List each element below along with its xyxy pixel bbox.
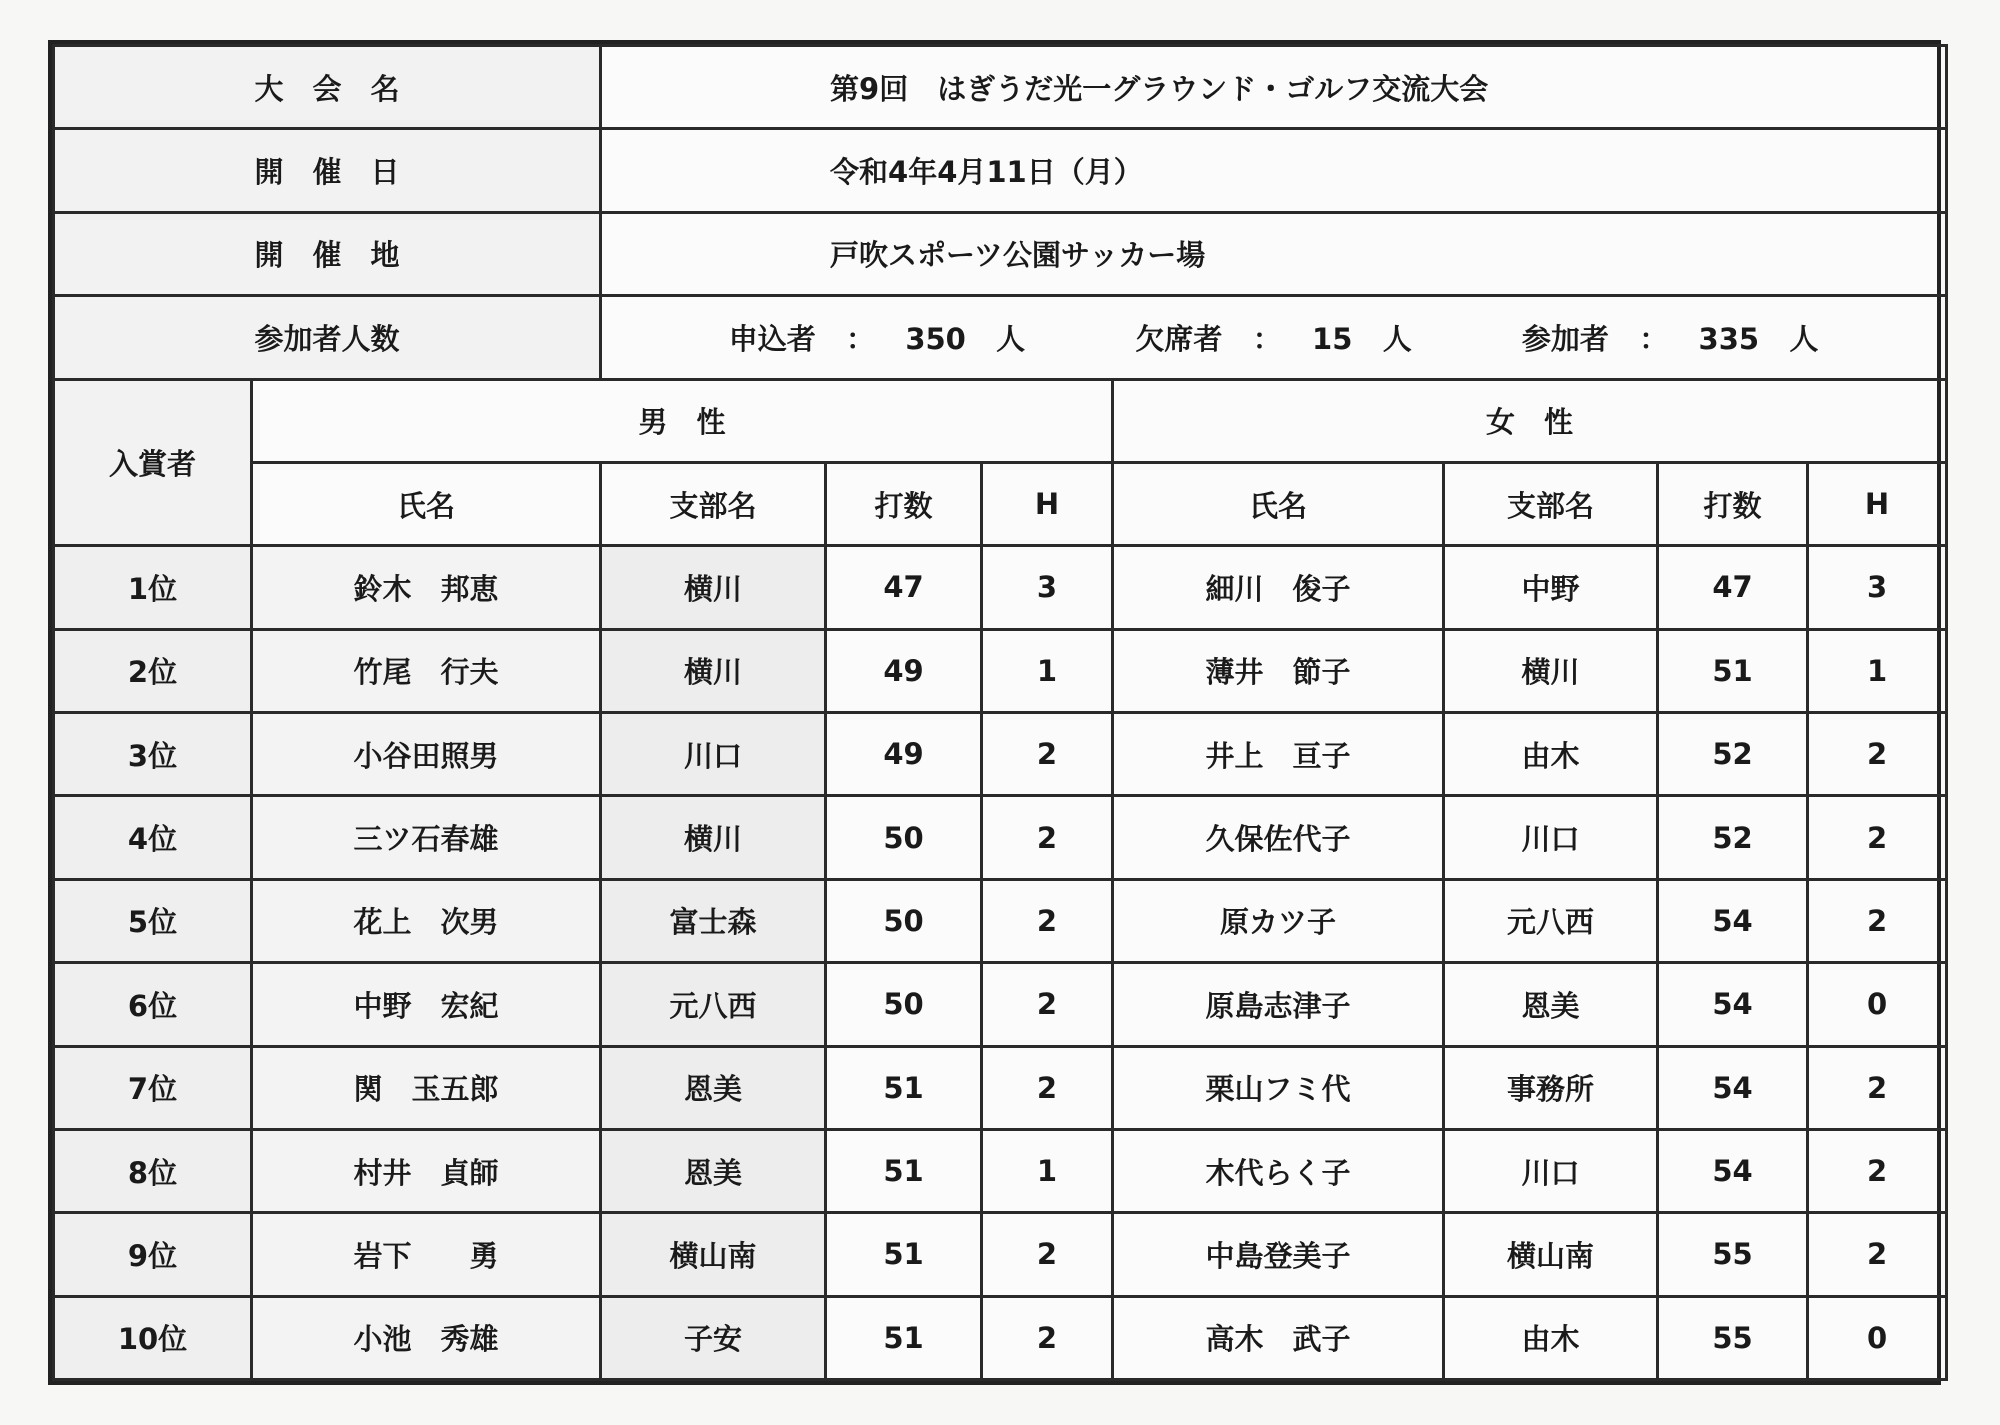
male-branch-cell: 子安 (601, 1296, 826, 1379)
male-strokes-cell: 50 (826, 879, 982, 962)
rank-cell: 10位 (54, 1296, 252, 1379)
male-h-cell: 1 (982, 629, 1113, 712)
male-branch-cell: 川口 (601, 713, 826, 796)
female-strokes-cell: 51 (1658, 629, 1808, 712)
female-branch-cell: 事務所 (1444, 1046, 1658, 1129)
male-name-cell: 三ツ石春雄 (252, 796, 601, 879)
female-branch-cell: 恩美 (1444, 963, 1658, 1046)
participant-count-value (601, 296, 1947, 379)
date-label: 開 催 日 (54, 129, 601, 212)
female-branch-cell: 川口 (1444, 1129, 1658, 1212)
female-strokes-cell: 52 (1658, 796, 1808, 879)
results-sheet (48, 40, 1941, 1385)
male-branch-cell: 富士森 (601, 879, 826, 962)
absent-unit: 人 (1382, 321, 1412, 356)
male-h-header: H (982, 462, 1113, 545)
female-strokes-cell: 54 (1658, 1046, 1808, 1129)
date-row (54, 129, 1947, 212)
male-strokes-cell: 47 (826, 546, 982, 629)
absent-colon: ： (1252, 321, 1282, 356)
female-h-cell: 2 (1808, 796, 1947, 879)
male-strokes-cell: 51 (826, 1129, 982, 1212)
female-name-cell: 栗山フミ代 (1113, 1046, 1444, 1129)
male-name-cell: 鈴木 邦恵 (252, 546, 601, 629)
rank-cell: 8位 (54, 1129, 252, 1212)
event-name-row (54, 46, 1947, 129)
female-strokes-cell: 55 (1658, 1213, 1808, 1296)
table-row (54, 1296, 1947, 1379)
female-h-header: H (1808, 462, 1947, 545)
male-h-cell: 2 (982, 879, 1113, 962)
female-branch-cell: 横川 (1444, 629, 1658, 712)
winners-header: 入賞者 (54, 379, 252, 546)
male-name-cell: 花上 次男 (252, 879, 601, 962)
female-h-cell: 2 (1808, 1213, 1947, 1296)
male-strokes-cell: 51 (826, 1213, 982, 1296)
male-strokes-cell: 51 (826, 1296, 982, 1379)
male-branch-header: 支部名 (601, 462, 826, 545)
female-name-cell: 原島志津子 (1113, 963, 1444, 1046)
male-branch-cell: 元八西 (601, 963, 826, 1046)
female-branch-cell: 由木 (1444, 713, 1658, 796)
female-h-cell: 2 (1808, 1046, 1947, 1129)
rank-cell: 4位 (54, 796, 252, 879)
female-strokes-cell: 54 (1658, 1129, 1808, 1212)
participants-count: 335 (1698, 321, 1760, 356)
venue-value: 戸吹スポーツ公園サッカー場 (601, 212, 1947, 295)
male-h-cell: 2 (982, 963, 1113, 1046)
female-name-cell: 井上 亘子 (1113, 713, 1444, 796)
participants-colon: ： (1639, 321, 1669, 356)
table-row (54, 796, 1947, 879)
female-name-cell: 細川 俊子 (1113, 546, 1444, 629)
venue-row (54, 212, 1947, 295)
absent-count: 15 (1312, 321, 1353, 356)
female-name-header: 氏名 (1113, 462, 1444, 545)
male-name-cell: 小谷田照男 (252, 713, 601, 796)
male-branch-cell: 恩美 (601, 1129, 826, 1212)
female-branch-cell: 横山南 (1444, 1213, 1658, 1296)
table-row (54, 1213, 1947, 1296)
female-h-cell: 3 (1808, 546, 1947, 629)
female-strokes-cell: 54 (1658, 963, 1808, 1046)
column-header-row (54, 462, 1947, 545)
female-name-cell: 原カツ子 (1113, 879, 1444, 962)
table-row (54, 1129, 1947, 1212)
venue-label: 開 催 地 (54, 212, 601, 295)
male-h-cell: 2 (982, 1046, 1113, 1129)
male-strokes-cell: 50 (826, 963, 982, 1046)
male-branch-cell: 横川 (601, 629, 826, 712)
applicants-unit: 人 (996, 321, 1026, 356)
female-h-cell: 0 (1808, 1296, 1947, 1379)
female-h-cell: 2 (1808, 713, 1947, 796)
table-row (54, 879, 1947, 962)
rank-cell: 5位 (54, 879, 252, 962)
participant-count-row (54, 296, 1947, 379)
applicants-label: 申込者 (728, 321, 816, 356)
table-row (54, 963, 1947, 1046)
male-h-cell: 1 (982, 1129, 1113, 1212)
male-name-header: 氏名 (252, 462, 601, 545)
male-strokes-cell: 49 (826, 629, 982, 712)
male-strokes-cell: 49 (826, 713, 982, 796)
rank-cell: 1位 (54, 546, 252, 629)
female-strokes-cell: 54 (1658, 879, 1808, 962)
male-branch-cell: 横川 (601, 796, 826, 879)
event-name-label: 大 会 名 (54, 46, 601, 129)
table-row (54, 629, 1947, 712)
participants-unit: 人 (1789, 321, 1819, 356)
male-name-cell: 中野 宏紀 (252, 963, 601, 1046)
female-header: 女 性 (1113, 379, 1947, 462)
rank-cell: 9位 (54, 1213, 252, 1296)
event-name-value: 第9回 はぎうだ光一グラウンド・ゴルフ交流大会 (601, 46, 1947, 129)
female-h-cell: 2 (1808, 1129, 1947, 1212)
table-row (54, 1046, 1947, 1129)
gender-header-row (54, 379, 1947, 462)
female-name-cell: 木代らく子 (1113, 1129, 1444, 1212)
male-name-cell: 竹尾 行夫 (252, 629, 601, 712)
male-header: 男 性 (252, 379, 1113, 462)
male-h-cell: 2 (982, 713, 1113, 796)
male-h-cell: 2 (982, 796, 1113, 879)
male-branch-cell: 横川 (601, 546, 826, 629)
female-h-cell: 2 (1808, 879, 1947, 962)
male-branch-cell: 横山南 (601, 1213, 826, 1296)
participant-count-label: 参加者人数 (54, 296, 601, 379)
female-strokes-cell: 47 (1658, 546, 1808, 629)
table-row (54, 546, 1947, 629)
male-name-cell: 小池 秀雄 (252, 1296, 601, 1379)
male-h-cell: 2 (982, 1213, 1113, 1296)
male-strokes-header: 打数 (826, 462, 982, 545)
female-branch-cell: 川口 (1444, 796, 1658, 879)
female-strokes-header: 打数 (1658, 462, 1808, 545)
male-name-cell: 村井 貞師 (252, 1129, 601, 1212)
results-table (52, 44, 1948, 1381)
female-h-cell: 0 (1808, 963, 1947, 1046)
female-name-cell: 久保佐代子 (1113, 796, 1444, 879)
female-name-cell: 高木 武子 (1113, 1296, 1444, 1379)
participants-label: 参加者 (1521, 321, 1609, 356)
female-branch-cell: 元八西 (1444, 879, 1658, 962)
date-value: 令和4年4月11日（月） (601, 129, 1947, 212)
female-branch-cell: 中野 (1444, 546, 1658, 629)
male-h-cell: 2 (982, 1296, 1113, 1379)
female-strokes-cell: 52 (1658, 713, 1808, 796)
male-branch-cell: 恩美 (601, 1046, 826, 1129)
absent-label: 欠席者 (1135, 321, 1223, 356)
applicants-colon: ： (846, 321, 876, 356)
applicants-count: 350 (905, 321, 966, 356)
female-branch-header: 支部名 (1444, 462, 1658, 545)
table-row (54, 713, 1947, 796)
rank-cell: 2位 (54, 629, 252, 712)
rank-cell: 3位 (54, 713, 252, 796)
female-name-cell: 中島登美子 (1113, 1213, 1444, 1296)
female-name-cell: 薄井 節子 (1113, 629, 1444, 712)
female-h-cell: 1 (1808, 629, 1947, 712)
male-h-cell: 3 (982, 546, 1113, 629)
male-name-cell: 岩下 勇 (252, 1213, 601, 1296)
female-strokes-cell: 55 (1658, 1296, 1808, 1379)
male-strokes-cell: 50 (826, 796, 982, 879)
rank-cell: 6位 (54, 963, 252, 1046)
male-name-cell: 関 玉五郎 (252, 1046, 601, 1129)
female-branch-cell: 由木 (1444, 1296, 1658, 1379)
rank-cell: 7位 (54, 1046, 252, 1129)
male-strokes-cell: 51 (826, 1046, 982, 1129)
